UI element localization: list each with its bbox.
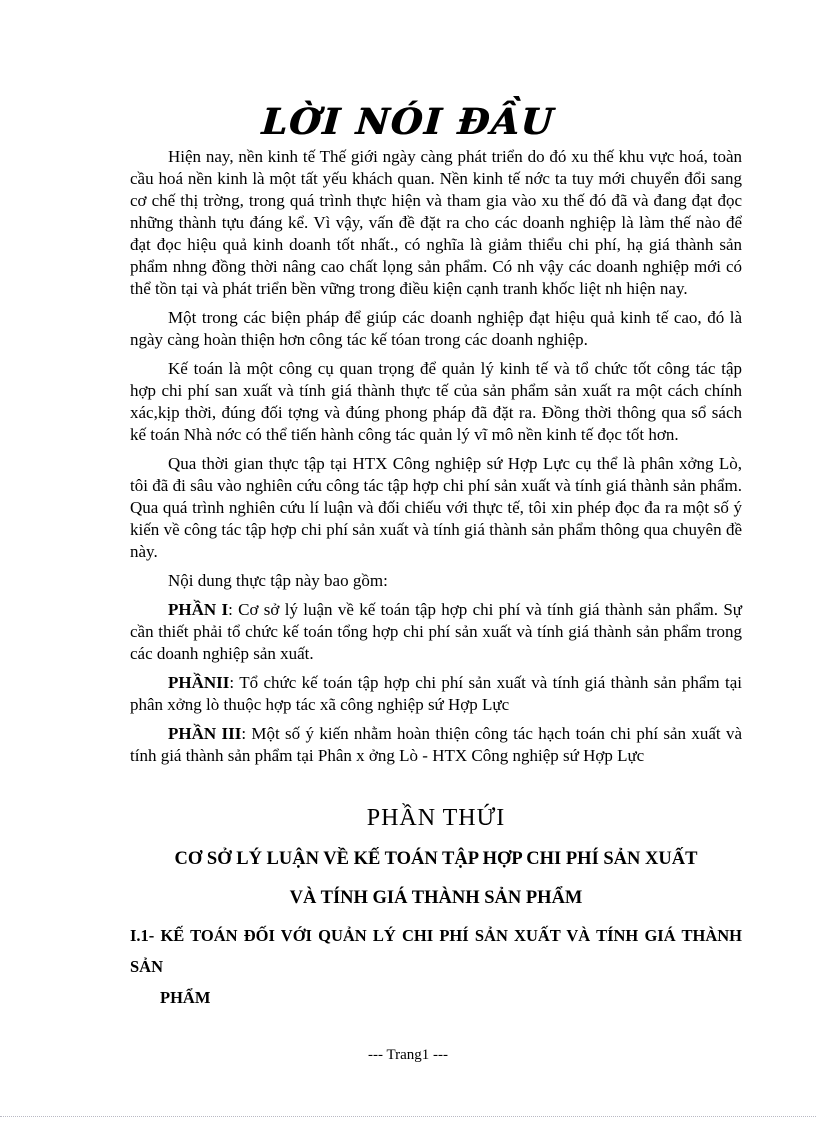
paragraph-intro-3: Kế toán là một công cụ quan trọng để quản lý kinh tế và tổ chức tốt công tác tập hợp chi phí san xuất và tính giá thành thực tế của sản phẩm sản xuất ra một cách chính xác,kịp thời, đúng đối tợng và đúng phong pháp đã đặt ra. Đồng thời thông qua sổ sách kế toán Nhà nớc có thể tiến hành công tác quản lý vĩ mô nền kinh tế đọc tốt hơn. bbox=[130, 359, 742, 444]
subsection-heading-line1: I.1- KẾ TOÁN ĐỐI VỚI QUẢN LÝ CHI PHÍ SẢN XUẤT VÀ TÍNH GIÁ THÀNH SẢN bbox=[130, 926, 742, 976]
section-subtitle-line2: VÀ TÍNH GIÁ THÀNH SẢN PHẨM bbox=[289, 888, 583, 908]
part-3-label: PHẦN III bbox=[168, 724, 242, 743]
part-2-text: : Tổ chức kế toán tập hợp chi phí sản xuất và tính giá thành sản phẩm tại phân xởng lò thuộc hợp tác xã công nghiệp sứ Hợp Lực bbox=[130, 673, 742, 714]
part-1-summary bbox=[130, 599, 742, 665]
part-3-summary bbox=[130, 723, 742, 767]
paragraph-intro-1: Hiện nay, nền kinh tế Thế giới ngày càng phát triển do đó xu thế khu vực hoá, toàn cầu hoá nền kinh là một tất yếu khách quan. Nền kinh tế nớc ta tuy mới chuyển đổi sang cơ chế thị trờng, trong quá trình thực hiện và tham gia vào xu thế đó đã và đang đạt đọc những thành tựu đáng kể. Vì vậy, vấn đề đặt ra cho các doanh nghiệp là làm thế nào để đạt đọc hiệu quả kinh doanh tốt nhất., có nghĩa là giảm thiểu chi phí, hạ giá thành sản phẩm nhng đồng thời nâng cao chất lọng sản phẩm. Có nh vậy các doanh nghiệp mới có thể tồn tại và phát triển bền vững trong điều kiện cạnh tranh khốc liệt nh hiện nay. bbox=[130, 147, 742, 298]
section-heading: PHẦN THỨI bbox=[366, 805, 506, 831]
part-3-text: : Một số ý kiến nhằm hoàn thiện công tác hạch toán chi phí sản xuất và tính giá thành sản phẩm tại Phân x ởng Lò - HTX Công nghiệp sứ Hợp Lực bbox=[130, 724, 743, 765]
subsection-heading bbox=[130, 920, 742, 1013]
section-subtitle-line1: CƠ SỞ LÝ LUẬN VỀ KẾ TOÁN TẬP HỢP CHI PHÍ SẢN XUẤT bbox=[174, 849, 698, 869]
document-title: LỜI NÓI ĐẦU bbox=[260, 101, 556, 143]
document-body bbox=[130, 146, 742, 1013]
contents-intro: Nội dung thực tập này bao gồm: bbox=[168, 571, 388, 590]
page-number-footer: --- Trang1 --- bbox=[368, 1047, 448, 1063]
part-2-label: PHẦNII bbox=[168, 673, 230, 692]
paragraph-intro-4: Qua thời gian thực tập tại HTX Công nghiệp sứ Hợp Lực cụ thể là phân xởng Lò, tôi đã đi sâu vào nghiên cứu công tác tập hợp chi phí sản xuất và tính giá thành sản phẩm. Qua quá trình nghiên cứu lí luận và đối chiếu với thực tế, tôi xin phép đọc đa ra một số ý kiến về công tác tập hợp chi phí sản xuất và tính giá thành sản phẩm thông qua chuyên đề này. bbox=[130, 454, 742, 561]
subsection-heading-line2: PHẨM bbox=[160, 988, 211, 1007]
part-2-summary bbox=[130, 672, 742, 716]
part-1-label: PHẦN I bbox=[168, 600, 229, 619]
paragraph-intro-2: Một trong các biện pháp để giúp các doanh nghiệp đạt hiệu quả kinh tế cao, đó là ngày càng hoàn thiện hơn công tác kế tóan trong các doanh nghiệp. bbox=[130, 308, 742, 349]
page-break-marker bbox=[0, 1116, 816, 1117]
part-1-text: : Cơ sở lý luận về kế toán tập hợp chi phí và tính giá thành sản phẩm. Sự cần thiết phải tổ chức kế toán tổng hợp chi phí sản xuất và tính giá thành sản phẩm trong các doanh nghiệp sản xuất. bbox=[130, 600, 743, 663]
